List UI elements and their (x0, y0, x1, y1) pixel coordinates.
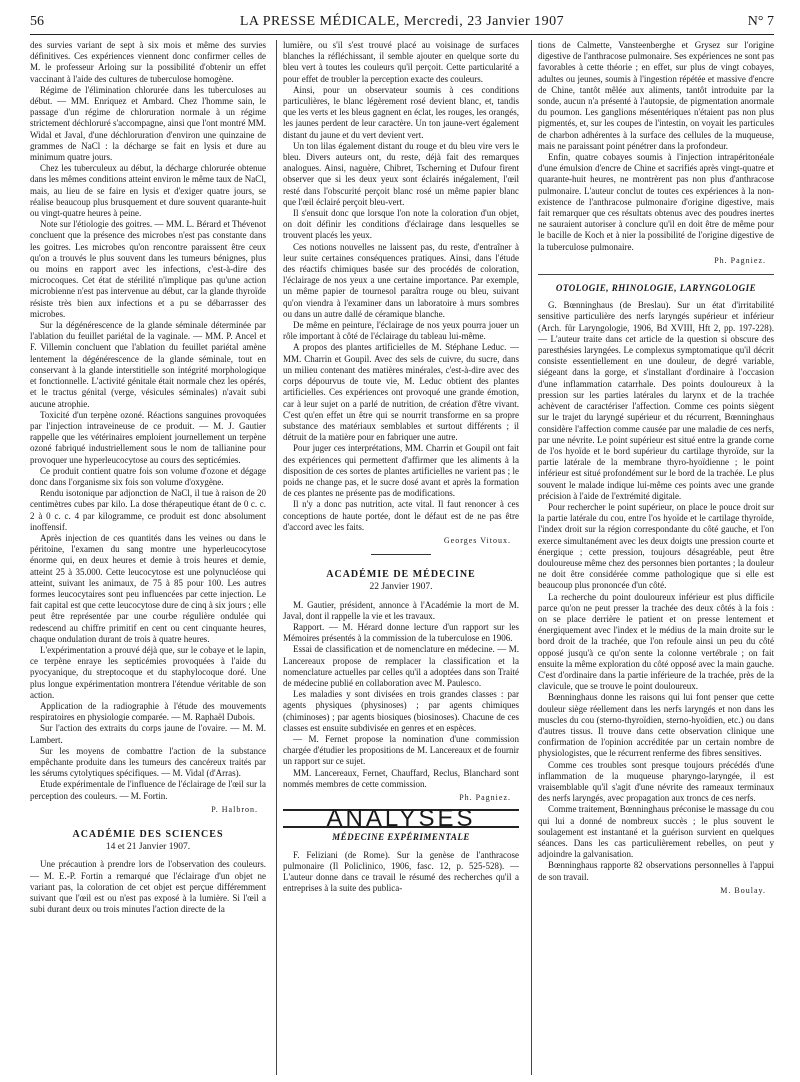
paragraph: des survies variant de sept à six mois et même des survies définitives. Ces expériences viennent donc confirmer celles de M. le professeur Arloing sur la possibilité d'obtenir un effet vaccinant à l'aide des cultures de tuberculose homogène. (30, 40, 266, 84)
column-divider (531, 40, 532, 1075)
paragraph: Application de la radiographie à l'étude des mouvements respiratoires en physiologie comparée. — M. Raphaël Dubois. (30, 700, 266, 723)
section-date: 22 Janvier 1907. (369, 582, 433, 593)
paragraph: Après injection de ces quantités dans les veines ou dans le péritoine, l'examen du sang montre une hyperleucocytose énorme qui, en deux heures et demie à trois heures et demie, atteint 25 à 35.000. Cette leucocytose est une polynucléose qui atteint, suivant les animaux, de 75 à 85 pour 100. Les autres formes leucocytaires sont peu influencées par cette injection. Le fait capital est que cette leucocytose dure de cinq à six jours ; elle peut être représentée par une courbe régulière ondulée qui redescend au chiffre primitif en cent ou cent cinquante heures, chaque ondulation durant de trois à quatre heures. (30, 532, 266, 644)
paragraph: lumière, ou s'il s'est trouvé placé au voisinage de surfaces blanches la réfléchissant, il semble ajouter en quelque sorte du bleu vert à toutes les couleurs qu'il perçoit. Cette particularité a pour effet de troubler la perception exacte des couleurs. (283, 40, 519, 84)
paragraph: tions de Calmette, Vansteenberghe et Grysez sur l'origine digestive de l'anthracose pulmonaire. Ses expériences ne sont pas favorables à cette théorie ; en effet, sur plus de vingt cobayes, adultes ou jeunes, soumis à l'ingestion répétée et massive d'encre de Chine, tantôt mêlée aux aliments, tantôt introduite par la sonde, aucun n'a présenté à l'autopsie, de pigmentation anormale du poumon. Les ganglions mésentériques n'étaient pas non plus pigmentés, et, sur les coupes de l'intestin, on voyait les particules de charbon adhérentes à la surface des cellules de la muqueuse, mais ne paraissant point pénétrer dans la profondeur. (538, 40, 774, 151)
paragraph: Il s'ensuit donc que lorsque l'on note la coloration d'un objet, on doit définir les conditions d'éclairage dans lesquelles se trouvent placés les yeux. (283, 208, 519, 241)
paragraph: La recherche du point douloureux inférieur est plus difficile parce qu'on ne peut presser la trachée des deux côtés à la fois : on se place derrière le patient et on presse lentement et énergiquement avec l'index et le médius de la main droite sur le bord droit de la trachée, que l'on refoule ainsi un peu du côté opposé jusqu'à ce qu'on sente la colonne vertébrale ; on fait ensuite la même exploration du côté opposé avec la main gauche. C'est d'ordinaire dans la partie inférieure de la trachée, près de la clavicule, que se trouve le point douloureux. (538, 591, 774, 692)
analyses-banner: ANALYSES (283, 809, 519, 828)
section-heading: ACADÉMIE DES SCIENCES (72, 829, 224, 841)
paragraph: Sur l'action des extraits du corps jaune de l'ovaire. — M. M. Lambert. (30, 723, 266, 745)
subsection-heading: MÉDECINE EXPÉRIMENTALE (332, 832, 470, 843)
paragraph: Ces notions nouvelles ne laissent pas, du reste, d'entraîner à leur suite certaines conséquences pratiques. Ainsi, dans l'étude des réactifs chimiques basée sur des procédés de coloration, l'éclairage de nos yeux a une certaine importance. Par exemple, un même papier de tournesol paraîtra rouge ou bleu, suivant qu'on viendra à l'examiner dans un laboratoire à murs sombres ou dans un autre dallé de céramique blanche. (283, 241, 519, 319)
section-rule (538, 274, 774, 275)
paragraph: Toxicité d'un terpène ozoné. Réactions sanguines provoquées par l'injection intraveineuse de ce produit. — M. J. Gautier rappelle que les vétérinaires emploient journellement un terpène ozoné fabriqué industriellement sous le nom de tallianine pour provoquer une hyperleucocytose au cours des septicémies. (30, 409, 266, 465)
paragraph: M. Gautier, président, annonce à l'Académie la mort de M. Javal, dont il rappelle la vie et les travaux. (283, 599, 519, 621)
paragraph: A propos des plantes artificielles de M. Stéphane Leduc. — MM. Charrin et Goupil. Avec des sels de cuivre, du sucre, dans un milieu contenant des matières minérales, c'est-à-dire avec des corps dépourvus de toute vie, M. Leduc obtient des plantes artificielles. Ces expériences ont provoqué une grande émotion, car à leur sujet on a parlé de nutrition, de création d'être vivant. C'est qu'en effet un être qui se nourrit transforme en sa propre substance des matériaux semblables et surtout différents ; il détruit de la matière pour en fabriquer une autre. (283, 342, 519, 443)
paragraph: Un ton lilas également distant du rouge et du bleu vire vers le bleu. Divers auteurs ont, du reste, déjà fait des remarques analogues. Ainsi, naguère, Chibret, Tscherning et Dufour firent observer que si les deux yeux sont éclairés inégalement, l'œil resté dans l'obscurité perçoit blanc rosé un même papier blanc que l'œil éclairé perçoit bleu-vert. (283, 140, 519, 207)
paragraph: Sur la dégénérescence de la glande séminale déterminée par l'ablation du feuillet pariétal de la vaginale. — MM. P. Ancel et F. Villemin concluent que l'ablation du feuillet pariétal amène lentement la dégénérescence de la glande séminale, tout en conservant à la glande interstitielle son intégrité morphologique et fonctionnelle. L'activité génitale était normale chez les opérés, et le tractus génital (verge, vésicules séminales) n'avait subi aucune atrophie. (30, 320, 266, 409)
paragraph: Une précaution à prendre lors de l'observation des couleurs. — M. E.-P. Fortin a remarqué que l'éclairage d'un objet ne variant pas, la coloration de cet objet est perçue différemment suivant que l'œil est ou n'est pas exposé à la lumière. Si l'œil a subi durant deux ou trois minutes l'action directe de la (30, 859, 266, 915)
author-signature: Georges Vitoux. (443, 535, 511, 545)
paragraph: Comme traitement, Bœnninghaus préconise le massage du cou qui lui a donné de nombreux succès ; le plus souvent le soulagement est instantané et la guérison survient en quelques séances. Dans les cas particulièrement rebelles, on peut y adjoindre la galvanisation. (538, 804, 774, 860)
journal-title: LA PRESSE MÉDICALE, Mercredi, 23 Janvier 1907 (239, 14, 565, 29)
paragraph: Ce produit contient quatre fois son volume d'ozone et dégage donc dans l'organisme six fois son volume d'oxygène. (30, 465, 266, 487)
section-heading: ACADÉMIE DE MÉDECINE (326, 569, 476, 581)
column-3 (538, 40, 774, 1078)
page-number: 56 (30, 14, 44, 29)
page-header (30, 14, 774, 34)
author-signature: P. Halbron. (211, 804, 258, 814)
paragraph: Pour juger ces interprétations, MM. Charrin et Goupil ont fait des expériences qui permettent d'affirmer que les aliments à la disposition de ces sortes de plantes artificielles ne varient pas ; le poids ne change pas, et le sucre dosé avant et après la formation de ces plantes ne présente pas de modifications. (283, 443, 519, 499)
paragraph: Bœnninghaus donne les raisons qui lui font penser que cette douleur siège réellement dans les nerfs laryngés et non dans les muscles du cou (sterno-thyroïdien, sterno-hyoïdien, etc.) ou dans d'autres tissus. Il trouve dans cette observation clinique une confirmation de l'opinion accréditée par un certain nombre de physiologistes, que le récurrent renferme des fibres sensitives. (538, 692, 774, 759)
column-divider (276, 40, 277, 1075)
paragraph: — M. Fernet propose la nomination d'une commission chargée d'étudier les propositions de M. Lancereaux et de fournir un rapport sur ce sujet. (283, 733, 519, 767)
paragraph: Note sur l'étiologie des goitres. — MM. L. Bérard et Thévenot concluent que la présence des microbes n'est pas constante dans les goitres. Les microbes qu'on rencontre paraissent être ceux qu'on a trouvés le plus souvent dans les tumeurs bénignes, plus ou moins en rapport avec les infections, c'est-à-dire des microcoques. Cet état de stérilité n'implique pas qu'une action microbienne n'est pas intervenue au début, car la glande thyroïde résiste très bien aux infections et a pu se débarrasser des microbes. (30, 219, 266, 319)
section-rule (371, 554, 431, 555)
subsection-heading: OTOLOGIE, RHINOLOGIE, LARYNGOLOGIE (555, 283, 757, 294)
issue-number: N° 7 (747, 14, 774, 29)
column-2 (283, 40, 519, 1078)
paragraph: Chez les tuberculeux au début, la décharge chlorurée obtenue dans les mêmes conditions atteint environ le même taux de NaCl, mais, au lieu de se faire en lysis et d'exiger quatre jours, se réalise beaucoup plus brusquement et dure souvent quarante-huit ou vingt-quatre heures à peine. (30, 163, 266, 219)
column-1 (30, 40, 266, 1078)
paragraph: Essai de classification et de nomenclature en médecine. — M. Lancereaux propose de remplacer la classification et la nomenclature actuelles par celles qu'il a adoptées dans son Traité de médecine publié en collaboration avec M. Paulesco. (283, 644, 519, 688)
paragraph: Rapport. — M. Hérard donne lecture d'un rapport sur les Mémoires présentés à la commission de la tuberculose en 1906. (283, 621, 519, 644)
header-rule (30, 34, 774, 35)
paragraph: Bœnninghaus rapporte 82 observations personnelles à l'appui de son travail. (538, 860, 774, 882)
paragraph: Comme ces troubles sont presque toujours précédés d'une inflammation de la muqueuse pharyngo-laryngée, il est vraisemblable qu'il s'agit d'une névrite des rameaux terminaux des nerfs laryngés, avec propagation aux troncs de ces nerfs. (538, 759, 774, 804)
paragraph: Régime de l'élimination chlorurée dans les tuberculoses au début. — MM. Enriquez et Ambard. Chez l'homme sain, le passage d'un régime de chloruration normale à un régime strictement déchloruré s'accompagne, ainsi que l'ont montré MM. Widal et Javal, d'une déchloruration d'environ une quinzaine de grammes de NaCl : la décharge se fait en lysis et dure au minimum quatre jours. (30, 84, 266, 163)
paragraph: Ainsi, pour un observateur soumis à ces conditions particulières, le blanc légèrement rosé devient blanc, et, tandis que les verts et les bleus gagnent en éclat, les rouges, les orangés, les jaunes perdent de leur caractère. Un ton jaune-vert également distant du jaune et du vert devient vert. (283, 84, 519, 140)
paragraph: Rendu isotonique par adjonction de NaCl, il tue à raison de 20 centimètres cubes par kilo. La dose thérapeutique étant de 0 c. c. 2 à 0 c. c. 4 par kilogramme, ce produit est donc absolument inoffensif. (30, 488, 266, 532)
paragraph: Il n'y a donc pas nutrition, acte vital. Il faut renoncer à ces conceptions de haute portée, dont le défaut est de ne pas être d'accord avec les faits. (283, 499, 519, 532)
paragraph: Les maladies y sont divisées en trois grandes classes : par agents physiques (physinoses) ; par agents chimiques (chiminoses) ; par agents biosiques (biosinoses). Chacune de ces classes est ensuite subdivisée en genres et en espèces. (283, 689, 519, 733)
author-signature: Ph. Pagniez. (714, 255, 766, 265)
author-signature: Ph. Pagniez. (459, 793, 511, 802)
paragraph: MM. Lancereaux, Fernet, Chauffard, Reclus, Blanchard sont nommés membres de cette commission. (283, 767, 519, 789)
author-signature: M. Boulay. (720, 885, 766, 895)
paragraph: De même en peinture, l'éclairage de nos yeux pourra jouer un rôle important à côté de l'éclairage du tableau lui-même. (283, 320, 519, 342)
paragraph: Sur les moyens de combattre l'action de la substance empêchante produite dans les tumeurs des cancéreux traités par les sérums cytolytiques spécifiques. — M. Vidal (d'Arras). (30, 745, 266, 779)
paragraph: Etude expérimentale de l'influence de l'éclairage de l'œil sur la perception des couleurs. — M. Fortin. (30, 779, 266, 801)
paragraph: L'expérimentation a prouvé déjà que, sur le cobaye et le lapin, ce terpène enraye les septicémies provoquées à l'aide du pyocyanique, du streptocoque et du staphylocoque doré. Une plus longue expérimentation montrera l'étendue véritable de son action. (30, 644, 266, 700)
paragraph: Enfin, quatre cobayes soumis à l'injection intrapéritonéale d'une émulsion d'encre de Chine et sacrifiés après vingt-quatre et quarante-huit heures, ne montrèrent pas non plus d'anthracose pulmonaire. L'auteur conclut de toutes ces expériences à la non-existence de l'anthracose pulmonaire d'origine digestive, mais fait remarquer que ces résultats obtenus avec des poudres inertes ne sauraient autoriser à conclure qu'il en doit être de même pour le bacille de Koch et à nier la possibilité de l'origine digestive de la tuberculose pulmonaire. (538, 152, 774, 252)
section-date: 14 et 21 Janvier 1907. (105, 842, 191, 853)
paragraph: Pour rechercher le point supérieur, on place le pouce droit sur la partie latérale du cou, entre l'os hyoïde et le cartilage thyroïde, l'index droit sur la région correspondante du côté gauche, et l'on exerce simultanément avec les deux doigts une pression courte et énergique ; cette pression, toujours désagréable, peut être douloureuse même chez des personnes bien portantes ; la douleur ne doit être considérée comme pathologique que si elle est beaucoup plus prononcée d'un côté. (538, 501, 774, 591)
paragraph: G. Bœnninghaus (de Breslau). Sur un état d'irritabilité sensitive particulière des nerfs laryngés supérieur et inférieur (Arch. für Laryngologie, 1906, Bd XVIII, Hft 2, pp. 197-228). — L'auteur traite dans cet article de la question si obscure des paresthésies laryngées. Le complexus symptomatique qu'il décrit consiste essentiellement en une douleur, de degré variable, siégeant dans la gorge, et s'installant d'ordinaire à l'occasion d'une inflammation catarrhale. Des points douloureux à la pression sur les parties latérales du larynx et de la trachée achèvent de caractériser l'affection. Comme ces points siègent sur le trajet du laryngé supérieur et du récurrent, Bœnninghaus considère l'affection comme causée par une maladie de ces nerfs, par une névrite. Le point supérieur est situé entre la grande corne de l'os hyoïde et le bord supérieur du cartilage thyroïde, sur la partie latérale de la membrane thyro-hyoïdienne ; le point inférieur est situé profondément sur le bord de la trachée. Le plus souvent le malade indique lui-même ces points avec une grande précision à l'aide de l'extrémité digitale. (538, 300, 774, 501)
paragraph: F. Feliziani (de Rome). Sur la genèse de l'anthracose pulmonaire (Il Policlinico, 1906, fasc. 12, p. 525-528). — L'auteur donne dans ce travail le résumé des recherches qu'il a entreprises à la suite des publica- (283, 849, 519, 894)
